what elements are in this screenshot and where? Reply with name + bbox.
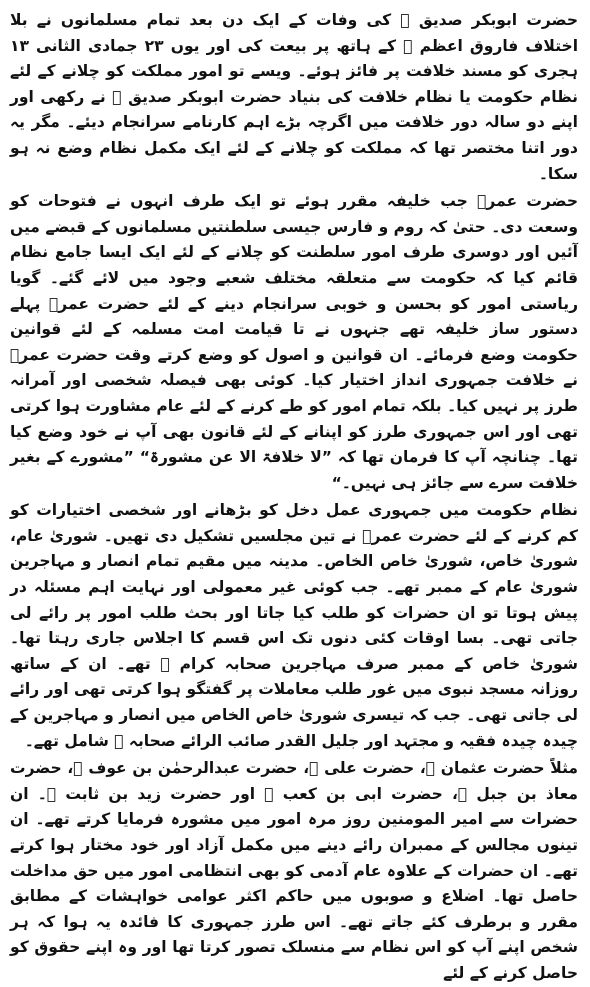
article-body	[10, 8, 578, 987]
paragraph-3: نظام حکومت میں جمہوری عمل دخل کو بڑھانے اور شخصی اختیارات کو کم کرنے کے لئے حضرت عمر﷜ نے تین مجلسیں تشکیل دی تھیں۔ شوریٰ عام، شوریٰ خاص، شوریٰ خاص الخاص۔ مدینہ میں مقیم تمام انصار و مہاجرین شوریٰ عام کے ممبر تھے۔ جب کوئی غیر معمولی اور نہایت اہم مسئلہ در پیش ہوتا تو ان حضرات کو طلب کیا جاتا اور بحث طلب امور پر رائے لی جاتی تھی۔ بسا اوقات کئی دنوں تک اس قسم کا اجلاس جاری رہتا تھا۔ شوریٰ خاص کے ممبر صرف مہاجرین صحابہ کرام ﷡ تھے۔ ان کے ساتھ روزانہ مسجد نبوی میں غور طلب معاملات پر گفتگو ہوا کرتی تھی اور رائے لی جاتی تھی۔ جب کہ تیسری شوریٰ خاص الخاص میں انصار و مہاجرین کے چیدہ چیدہ فقیہ و مجتہد اور جلیل القدر صائب الرائے صحابہ ﷡ شامل تھے۔	[10, 501, 578, 750]
paragraph-4: مثلاً حضرت عثمان ﷜، حضرت علی ﷜، حضرت عبدالرحمٰن بن عوف ﷜، حضرت معاذ بن جبل ﷜، حضرت ابی بن کعب ﷜ اور حضرت زید بن ثابت ﷜۔ ان حضرات سے امیر المومنین روز مرہ امور میں مشورہ فرمایا کرتے تھے۔ ان تینوں مجالس کے ممبران رائے دینے میں مکمل آزاد اور خود مختار ہوا کرتے تھے۔ ان حضرات کے علاوہ عام آدمی کو بھی انتظامی امور میں حق مداخلت حاصل تھا۔ اضلاع و صوبوں میں حاکم اکثر عوامی خواہشات کے مطابق مقرر و برطرف کئے جاتے تھے۔ اس طرز جمہوری کا فائدہ یہ ہوا کہ ہر شخص اپنے آپ کو اس نظام سے منسلک تصور کرتا تھا اور وہ اپنے حقوق کو حاصل کرنے کے لئے	[10, 759, 578, 982]
paragraph-1: حضرت ابوبکر صدیق ﷜ کی وفات کے ایک دن بعد تمام مسلمانوں نے بلا اختلاف فاروق اعظم ﷜ کے ہاتھ پر بیعت کی اور یوں ۲۳ جمادی الثانی ۱۳ ہجری کو مسند خلافت پر فائز ہوئے۔ ویسے تو امور مملکت کو چلانے کے لئے نظام حکومت یا نظام خلافت کی بنیاد حضرت ابوبکر صدیق ﷜ نے رکھی اور اپنے دو سالہ دور خلافت میں اگرچہ بڑے اہم کارنامے سرانجام دیئے۔ مگر یہ دور اتنا مختصر تھا کہ مملکت کو چلانے کے لئے ایک مکمل نظام وضع نہ ہو سکا۔	[10, 11, 579, 183]
paragraph-2: حضرت عمر﷜ جب خلیفہ مقرر ہوئے تو ایک طرف انہوں نے فتوحات کو وسعت دی۔ حتیٰ کہ روم و فارس جیسی سلطنتیں مسلمانوں کے قبضے میں آئیں اور دوسری طرف امور سلطنت کو چلانے کے لئے ایک ایسا جامع نظام قائم کیا کہ حکومت سے متعلقہ مختلف شعبے وجود میں لائے گئے۔ گویا ریاستی امور کو بحسن و خوبی سرانجام دینے کے لئے حضرت عمر﷜ پہلے دستور ساز خلیفہ تھے جنہوں نے تا قیامت امت مسلمہ کے لئے قوانین حکومت وضع فرمائے۔ ان قوانین و اصول کو وضع کرتے وقت حضرت عمر﷜ نے خلافت جمہوری انداز اختیار کیا۔ کوئی بھی فیصلہ شخصی اور آمرانہ طرز پر نہیں کیا۔ بلکہ تمام امور کو طے کرنے کے لئے عام مشاورت ہوا کرتی تھی اور اس جمہوری طرز کو اپنانے کے لئے قانون بھی آپ نے خود وضع کیا تھا۔ چنانچہ آپ کا فرمان تھا کہ ”لا خلافۃ الا عن مشورۃ“ ”مشورے کے بغیر خلافت سرے سے جائز ہی نہیں۔“	[10, 192, 578, 492]
